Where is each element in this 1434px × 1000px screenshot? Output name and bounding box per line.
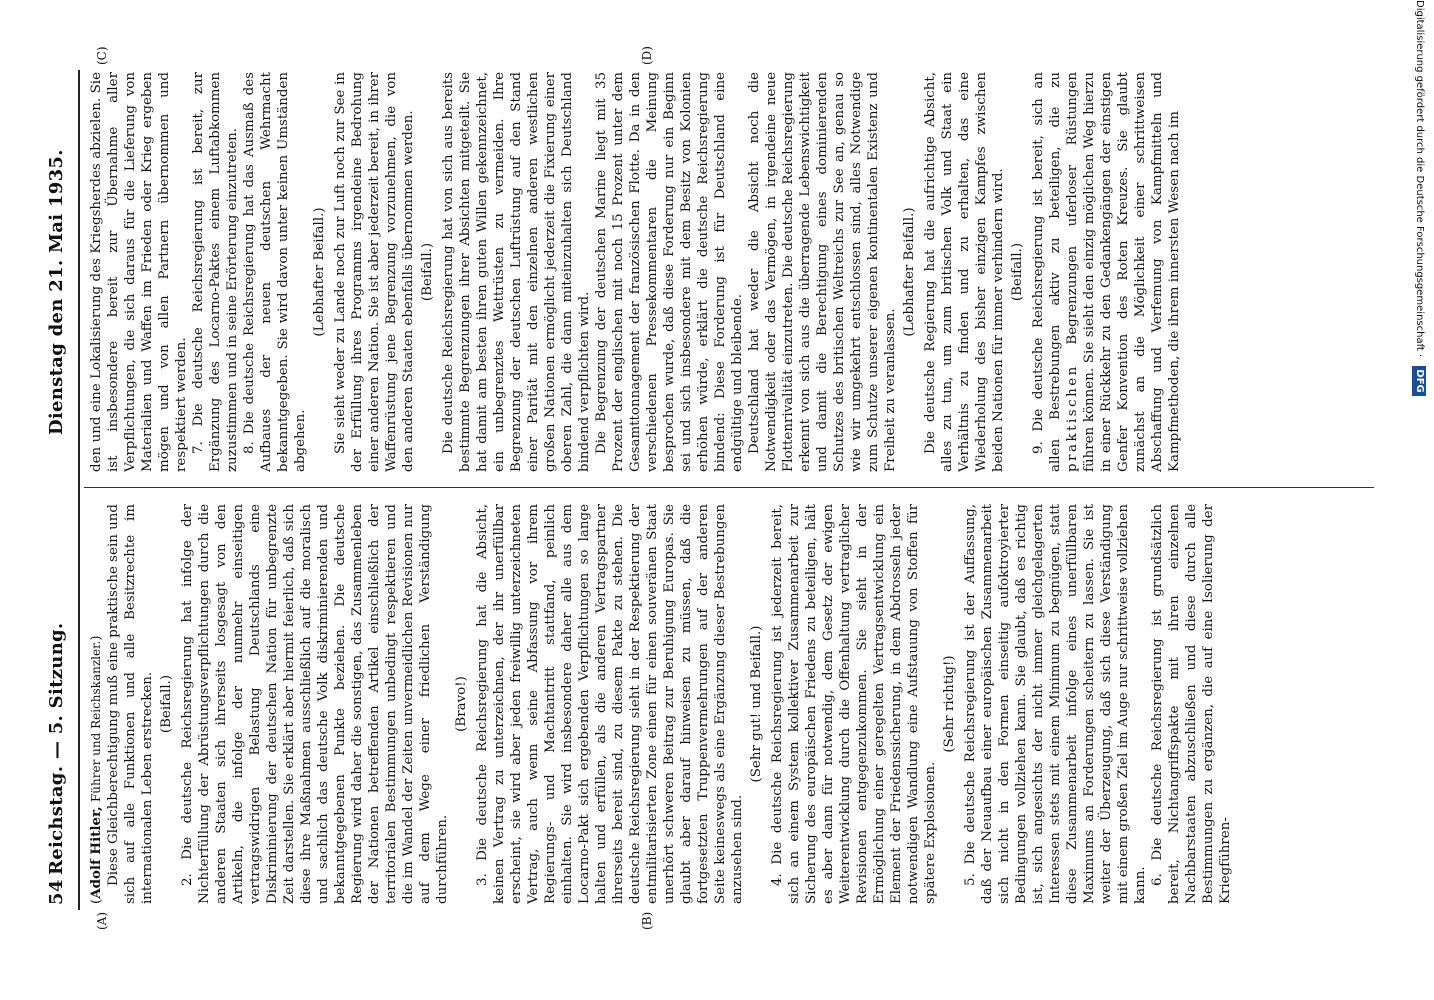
paragraph: Deutschland hat weder die Absicht noch die Notwendigkeit oder das Vermögen, in irgendeine neue Flottenrivalität einzutreten. Die deutsche Reichsregierung erkennt von sich aus die überragende Lebenswichtigkeit und damit die Berechtigung eines dominierenden Schutzes des britischen Weltreichs zur See an, genau so wie wir umgekehrt entschlossen sind, alles Notwendige zum Schutze unserer eigenen kontinentalen Existenz und Freiheit zu veranlassen. [747,72,898,472]
header-rule [78,70,80,910]
paragraph: Sie sieht weder zu Lande noch zur Luft noch zur See in der Erfüllung ihres Programms irgendeine Bedrohung einer anderen Nation. Sie ist aber jederzeit bereit, in ihrer Waffenrüstung jene Begrenzung vorzunehmen, die von den anderen Staaten ebenfalls übernommen werden. [333,72,416,472]
paragraph: 5. Die deutsche Reichsregierung ist der Auffassung, daß der Neuaufbau einer europäischen Zusammenarbeit sich nicht in den Formen einseitig aufoktroyierter Bedingungen vollziehen kann. Sie glaubt, daß es richtig ist, sich angesichts der nicht immer gleichgelagerten Interessen stets mit einem Minimum zu begnügen, statt diese Zusammenarbeit infolge eines unerfüllbaren Maximums an Forderungen scheitern zu lassen. Sie ist weiter der Überzeugung, daß sich diese Verständigung mit einem großen Ziel im Auge nur schrittweise vollziehen kann. [963,504,1148,904]
paragraph: 7. Die deutsche Reichsregierung ist bereit, zur Ergänzung des Locarno-Paktes einem Luftabkommen zuzustimmen und in seine Erörterung einzutreten. [191,72,240,472]
margin-marker-a: (A) [95,911,109,930]
page-number: 54 [46,879,67,905]
reaction: (Beifall.) [1010,242,1025,302]
paragraph: Die deutsche Reichsregierung hat von sich aus bereits bestimmte Begrenzungen ihrer Absichten mitgeteilt. Sie hat damit am besten ihren guten Willen gekennzeichnet, ein unbegrenztes Wettrüsten zu vermeiden. Ihre Begrenzung der deutschen Luftrüstung auf den Stand einer Parität mit den einzelnen anderen westlichen großen Nationen ermöglicht jederzeit die Fixierung einer oberen Zahl, die dann miteinzuhalten sich Deutschland bindend verpflichten wird. [441,72,592,472]
header-session: Reichstag. — 5. Sitzung. [46,622,67,875]
funding-text: Digitalisierung gefördert durch die Deutsche Forschungsgemeinschaft · [1414,0,1425,358]
paragraph [1030,72,1183,472]
spaced-word: praktischen [1065,364,1080,472]
right-column [88,72,1383,472]
margin-marker-b: (B) [640,911,654,930]
paragraph-end: Begrenzungen uferloser Rüstungen führen können. Sie sieht den einzig möglichen Weg hierzu in einer Rückkehr zu den Gedankengängen der einstigen Genfer Konvention des Roten Kreuzes. Sie glaubt zunächst an die Möglichkeit einer schrittweisen Abschaffung und Verfemung von Kampfmitteln und Kampfmethoden, die ihrem innersten Wesen nach im [1065,72,1182,472]
margin-marker-c: (C) [95,46,109,65]
reaction: (Beifall.) [420,242,435,302]
paragraph-start: 9. Die deutsche Reichsregierung ist bereit, sich an allen Bestrebungen aktiv zu beteiligen, die zu [1031,72,1063,472]
column-divider [84,487,1374,488]
reaction: (Sehr gut! und Beifall.) [749,625,764,783]
paragraph: den und eine Lokalisierung des Kriegsherdes abzielen. Sie ist insbesondere bereit zur Übernahme aller Verpflichtungen, die sich daraus für die Lieferung von Materialien und Waffen im Frieden oder Krieg ergeben mögen und von allen Partnern übernommen und respektiert werden. [89,72,189,472]
page-header [40,75,76,905]
paragraph: 4. Die deutsche Reichsregierung ist jederzeit bereit, sich an einem System kollektiver Zusammenarbeit zur Sicherung des europäischen Friedens zu beteiligen, hält es aber dann für notwendig, dem Gesetz der ewigen Weiterentwicklung durch die Offenhaltung vertraglicher Revisionen entgegenzukommen. Sie sieht in der Ermöglichung einer geregelten Vertragsentwicklung ein Element der Friedenssicherung, in dem Abdrosseln jeder notwendigen Wandlung eine Aufstauung von Stoffen für spätere Explosionen. [770,504,938,904]
reaction: (Sehr richtig!) [942,655,957,753]
paragraph: Diese Gleichberechtigung muß eine praktische sein und sich auf alle Funktionen und alle Besitzrechte im internationalen Leben erstrecken. [106,504,155,904]
speaker-role: Führer und Reichskanzler. [89,640,103,803]
reaction: (Lebhafter Beifall.) [312,207,327,337]
funding-note [1408,0,1430,1000]
dfg-logo: DFG [1412,366,1426,395]
paragraph: Die deutsche Regierung hat die aufrichtige Absicht, alles zu tun, um zum britischen Volk und Staat ein Verhältnis zu finden und zu erhalten, das eine Wiederholung des bisher einzigen Kampfes zwischen beiden Nationen für immer verhindern wird. [923,72,1006,472]
reaction: (Bravo!) [454,676,469,732]
paragraph: 2. Die deutsche Reichsregierung hat infolge der Nichterfüllung der Abrüstungsverpflichtungen durch die anderen Staaten sich ihrerseits losgesagt von den Artikeln, die infolge der nunmehr einseitigen vertragswidrigen Belastung Deutschlands eine Diskriminierung der deutschen Nation für unbegrenzte Zeit darstellen. Sie erklärt aber hiermit feierlich, daß sich diese ihre Maßnahmen ausschließlich auf die moralisch und sachlich das deutsche Volk diskriminierenden und bekanntgegebenen Punkte beziehen. Die deutsche Regierung wird daher die sonstigen, das Zusammenleben der Nationen betreffenden Artikel einschließlich der territorialen Bestimmungen unbedingt respektieren und die im Wandel der Zeiten unvermeidlichen Revisionen nur auf dem Wege einer friedlichen Verständigung durchführen. [180,504,450,904]
margin-marker-d: (D) [640,46,654,65]
reaction: (Lebhafter Beifall.) [902,207,917,337]
header-date: Dienstag den 21. Mai 1935. [46,149,67,435]
reaction: (Beifall.) [159,674,174,734]
paragraph: Die Begrenzung der deutschen Marine liegt mit 35 Prozent der englischen mit noch 15 Prozent unter dem Gesamttonnagement der französischen Flotte. Da in den verschiedenen Pressekommentaren die Meinung besprochen wurde, daß diese Forderung nur ein Beginn sei und sich insbesondere mit dem Besitz von Kolonien erhöhen würde, erklärt die deutsche Reichsregierung bindend: Diese Forderung ist für Deutschland eine endgültige und bleibende. [594,72,745,472]
funding-footer [1408,0,1430,1000]
left-column [88,504,1383,904]
paragraph: 3. Die deutsche Reichsregierung hat die Absicht, keinen Vertrag zu unterzeichnen, der ihr unerfüllbar erscheint, sie wird aber jeden freiwillig unterzeichneten Vertrag, auch wenn seine Abfassung vor ihrem Regierungs- und Machtantritt stattfand, peinlich einhalten. Sie wird insbesondere daher alle aus dem Locarno-Pakt sich ergebenden Verpflichtungen so lange halten und erfüllen, als die anderen Vertragspartner ihrerseits bereit sind, zu diesem Pakte zu stehen. Die deutsche Reichsregierung sieht in der Respektierung der entmilitarisierten Zone einen für einen souveränen Staat unerhört schweren Beitrag zur Beruhigung Europas. Sie glaubt aber darauf hinweisen zu müssen, daß die fortgesetzten Truppenvermehrungen auf der anderen Seite keineswegs als eine Ergänzung dieser Bestrebungen anzusehen sind. [475,504,745,904]
paragraph: 6. Die deutsche Reichsregierung ist grundsätzlich bereit, Nichtangriffspakte mit ihren einzelnen Nachbarstaaten abzuschließen und diese durch alle Bestimmungen zu ergänzen, die auf eine Isolierung der Kriegführen- [1150,504,1233,904]
speaker-line: (Adolf Hitler, Führer und Reichskanzler.) [88,635,104,904]
speaker-name: Adolf Hitler, [88,806,104,899]
paragraph: 8. Die deutsche Reichsregierung hat das Ausmaß des Aufbaues der neuen deutschen Wehrmacht bekanntgegeben. Sie wird davon unter keinen Umständen abgehen. [242,72,308,472]
